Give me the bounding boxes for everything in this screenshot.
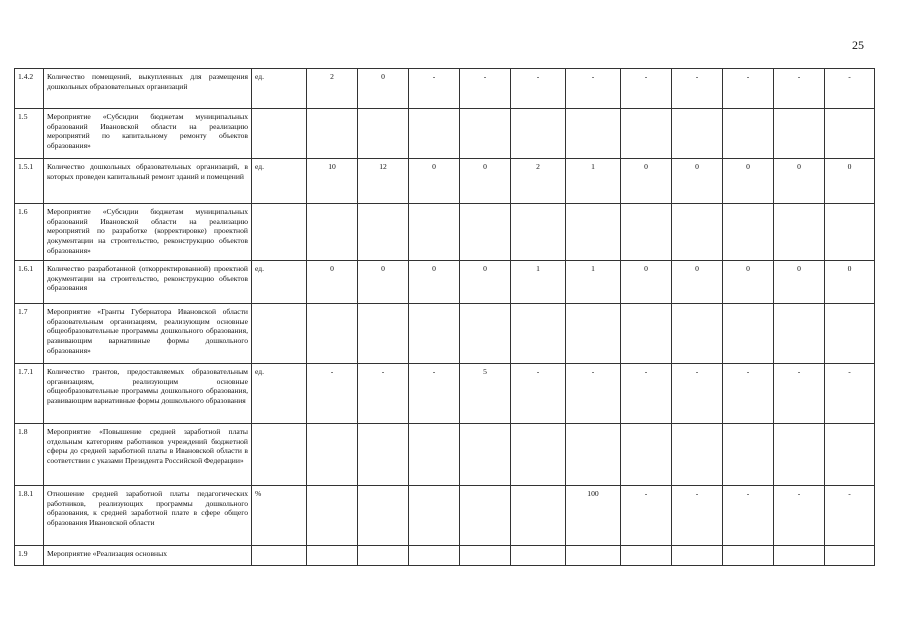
indicators-table: [14, 68, 875, 566]
value-cell: 2: [511, 159, 566, 204]
value-cell: [621, 424, 672, 486]
value-cell: [621, 546, 672, 566]
value-cell: -: [621, 69, 672, 109]
value-cell: [307, 109, 358, 159]
unit-cell: %: [252, 486, 307, 546]
value-cell: [672, 424, 723, 486]
unit-cell: ед.: [252, 364, 307, 424]
row-number-cell: 1.5.1: [15, 159, 44, 204]
row-number-cell: 1.9: [15, 546, 44, 566]
value-cell: [672, 546, 723, 566]
value-cell: [409, 109, 460, 159]
value-cell: [511, 424, 566, 486]
value-cell: -: [358, 364, 409, 424]
value-cell: -: [825, 486, 875, 546]
value-cell: -: [307, 364, 358, 424]
value-cell: [511, 304, 566, 364]
value-cell: [774, 304, 825, 364]
value-cell: [358, 304, 409, 364]
value-cell: [621, 304, 672, 364]
value-cell: [774, 546, 825, 566]
value-cell: [409, 486, 460, 546]
unit-cell: [252, 204, 307, 261]
value-cell: -: [460, 69, 511, 109]
unit-cell: ед.: [252, 261, 307, 304]
value-cell: 10: [307, 159, 358, 204]
value-cell: [566, 546, 621, 566]
value-cell: [460, 304, 511, 364]
value-cell: [566, 424, 621, 486]
value-cell: 5: [460, 364, 511, 424]
table-row: [15, 364, 875, 424]
value-cell: -: [825, 69, 875, 109]
value-cell: [307, 304, 358, 364]
value-cell: [723, 109, 774, 159]
value-cell: -: [409, 69, 460, 109]
value-cell: [672, 304, 723, 364]
row-number-cell: 1.8.1: [15, 486, 44, 546]
value-cell: [672, 109, 723, 159]
value-cell: [825, 546, 875, 566]
value-cell: [307, 486, 358, 546]
value-cell: 0: [723, 261, 774, 304]
value-cell: -: [774, 364, 825, 424]
value-cell: -: [723, 364, 774, 424]
value-cell: 0: [409, 159, 460, 204]
indicator-name-cell: Количество дошкольных образовательных организаций, в которых проведен капитальный ремонт зданий и помещений: [44, 159, 252, 204]
value-cell: 100: [566, 486, 621, 546]
value-cell: 0: [358, 261, 409, 304]
value-cell: 0: [774, 159, 825, 204]
value-cell: [460, 204, 511, 261]
value-cell: [409, 304, 460, 364]
value-cell: [511, 109, 566, 159]
value-cell: [307, 546, 358, 566]
unit-cell: [252, 546, 307, 566]
value-cell: [460, 109, 511, 159]
value-cell: -: [621, 486, 672, 546]
value-cell: -: [511, 364, 566, 424]
value-cell: [774, 424, 825, 486]
value-cell: -: [723, 486, 774, 546]
table-row: [15, 69, 875, 109]
value-cell: 0: [825, 159, 875, 204]
value-cell: 0: [672, 261, 723, 304]
table-row: [15, 486, 875, 546]
unit-cell: [252, 424, 307, 486]
value-cell: [621, 109, 672, 159]
table-row: [15, 546, 875, 566]
value-cell: 1: [566, 261, 621, 304]
value-cell: [460, 424, 511, 486]
value-cell: [774, 109, 825, 159]
value-cell: [358, 204, 409, 261]
value-cell: [723, 424, 774, 486]
value-cell: -: [723, 69, 774, 109]
value-cell: -: [566, 364, 621, 424]
value-cell: [460, 486, 511, 546]
indicator-name-cell: Количество разработанной (откорректированной) проектной документации на строительство, реконструкцию объектов образования: [44, 261, 252, 304]
value-cell: [672, 204, 723, 261]
value-cell: 12: [358, 159, 409, 204]
indicator-name-cell: Мероприятие «Повышение средней заработной платы отдельным категориям работников учреждений бюджетной сферы до средней заработной платы в Ивановской области в соответствии с указами Президента Российской Федерации»: [44, 424, 252, 486]
unit-cell: [252, 109, 307, 159]
value-cell: [723, 204, 774, 261]
table-row: [15, 109, 875, 159]
value-cell: -: [409, 364, 460, 424]
value-cell: -: [672, 364, 723, 424]
value-cell: [409, 204, 460, 261]
value-cell: [307, 424, 358, 486]
value-cell: [723, 546, 774, 566]
value-cell: [460, 546, 511, 566]
value-cell: 0: [307, 261, 358, 304]
row-number-cell: 1.6.1: [15, 261, 44, 304]
value-cell: [358, 486, 409, 546]
value-cell: 0: [672, 159, 723, 204]
table-row: [15, 424, 875, 486]
value-cell: [409, 424, 460, 486]
value-cell: -: [672, 486, 723, 546]
value-cell: [358, 109, 409, 159]
unit-cell: [252, 304, 307, 364]
value-cell: 0: [621, 159, 672, 204]
value-cell: [621, 204, 672, 261]
table-row: [15, 204, 875, 261]
indicator-name-cell: Количество помещений, выкупленных для размещения дошкольных образовательных организаций: [44, 69, 252, 109]
indicator-name-cell: Мероприятие «Гранты Губернатора Ивановской области образовательным организациям, реализующим основные общеобразовательные программы дошкольного образования, развивающим вариативные формы дошкольного образования»: [44, 304, 252, 364]
value-cell: [358, 546, 409, 566]
row-number-cell: 1.7: [15, 304, 44, 364]
value-cell: -: [825, 364, 875, 424]
value-cell: [825, 424, 875, 486]
value-cell: -: [511, 69, 566, 109]
value-cell: 0: [460, 261, 511, 304]
value-cell: [566, 109, 621, 159]
table-row: [15, 261, 875, 304]
value-cell: -: [672, 69, 723, 109]
row-number-cell: 1.4.2: [15, 69, 44, 109]
value-cell: 0: [409, 261, 460, 304]
value-cell: -: [774, 69, 825, 109]
value-cell: 1: [511, 261, 566, 304]
indicator-name-cell: Мероприятие «Реализация основных: [44, 546, 252, 566]
value-cell: [825, 204, 875, 261]
indicator-name-cell: Отношение средней заработной платы педагогических работников, реализующих программы дошкольного образования, к средней заработной плате в сфере общего образования Ивановской области: [44, 486, 252, 546]
value-cell: [409, 546, 460, 566]
row-number-cell: 1.8: [15, 424, 44, 486]
table-row: [15, 159, 875, 204]
value-cell: 0: [723, 159, 774, 204]
row-number-cell: 1.5: [15, 109, 44, 159]
row-number-cell: 1.7.1: [15, 364, 44, 424]
value-cell: 0: [358, 69, 409, 109]
unit-cell: ед.: [252, 69, 307, 109]
value-cell: -: [566, 69, 621, 109]
indicator-name-cell: Мероприятие «Субсидии бюджетам муниципальных образований Ивановской области на реализацию мероприятий по разработке (корректировке) проектной документации на строительство, реконструкцию объектов образования»: [44, 204, 252, 261]
indicator-name-cell: Мероприятие «Субсидии бюджетам муниципальных образований Ивановской области на реализацию мероприятий по капитальному ремонту объектов образования»: [44, 109, 252, 159]
table-row: [15, 304, 875, 364]
value-cell: 0: [460, 159, 511, 204]
value-cell: 2: [307, 69, 358, 109]
value-cell: [511, 546, 566, 566]
value-cell: [723, 304, 774, 364]
indicator-name-cell: Количество грантов, предоставляемых образовательным организациям, реализующим основные общеобразовательные программы дошкольного образования, развивающим вариативные формы дошкольного образования: [44, 364, 252, 424]
value-cell: [825, 304, 875, 364]
value-cell: [825, 109, 875, 159]
value-cell: [511, 204, 566, 261]
value-cell: 0: [774, 261, 825, 304]
value-cell: [307, 204, 358, 261]
value-cell: [511, 486, 566, 546]
value-cell: [566, 304, 621, 364]
value-cell: 0: [621, 261, 672, 304]
row-number-cell: 1.6: [15, 204, 44, 261]
value-cell: [566, 204, 621, 261]
value-cell: [358, 424, 409, 486]
page-number: 25: [852, 38, 864, 52]
value-cell: -: [621, 364, 672, 424]
unit-cell: ед.: [252, 159, 307, 204]
value-cell: 1: [566, 159, 621, 204]
value-cell: 0: [825, 261, 875, 304]
value-cell: [774, 204, 825, 261]
value-cell: -: [774, 486, 825, 546]
